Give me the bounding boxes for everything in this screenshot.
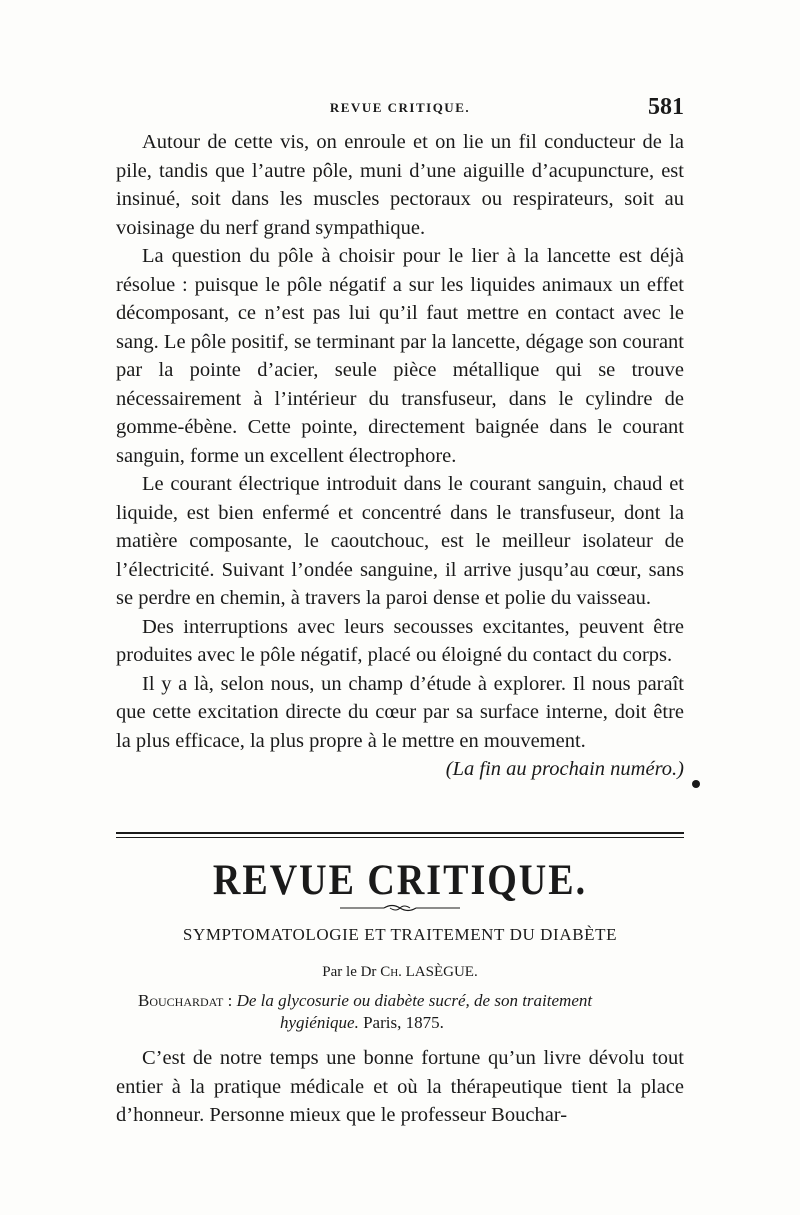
page-number: 581	[648, 94, 684, 120]
section-divider	[116, 832, 684, 838]
section-subtitle: SYMPTOMATOLOGIE ET TRAITEMENT DU DIABÈTE	[182, 925, 618, 944]
running-title: REVUE CRITIQUE.	[329, 100, 471, 115]
reference-place-year: Paris, 1875.	[363, 1013, 444, 1032]
reference-author: Bouchardat :	[138, 991, 233, 1010]
divider-thin-rule	[116, 837, 684, 838]
paragraph: Autour de cette vis, on enroule et on lie un fil conducteur de la pile, tandis que l’autre pôle, muni d’une aiguille d’acupuncture, est insinué, soit dans les muscles pectoraux ou respirateurs, soit au voisinage du nerf grand sympathique.	[116, 131, 684, 239]
paragraph: Il y a là, selon nous, un champ d’étude à explorer. Il nous paraît que cette excitation directe du cœur par sa surface interne, doit être la plus efficace, la plus propre à le mettre en mouvement.	[116, 672, 684, 752]
continuation-note: (La fin au prochain numéro.)	[445, 758, 684, 780]
author-line	[116, 964, 684, 981]
reference-line-2	[138, 1012, 686, 1034]
continued-article-text	[116, 128, 684, 784]
author-name: Ch. LASÈGUE.	[380, 964, 478, 980]
paragraph: Le courant électrique introduit dans le courant sanguin, chaud et liquide, est bien enfermé et concentré dans le transfuseur, dont la matière composante, le caoutchouc, est le meilleur isolateur de l’électricité. Suivant l’ondée sanguine, il arrive jusqu’au cœur, sans se perdre en chemin, à travers la paroi dense et polie du vaisseau.	[116, 473, 684, 609]
reference-title: De la glycosurie ou diabète sucré, de son traitement	[236, 991, 593, 1010]
author-prefix: Par le Dr	[322, 964, 377, 980]
paragraph-with-note	[116, 670, 684, 780]
paragraph: C’est de notre temps une bonne fortune qu’un livre dévolu tout entier à la pratique médicale et où la thérapeutique tient la place d’honneur. Personne mieux que le professeur Bouchar-	[116, 1047, 684, 1126]
article-text	[116, 1044, 684, 1130]
section-title: REVUE CRITIQUE.	[212, 855, 588, 905]
running-head	[116, 96, 684, 122]
paragraph: Des interruptions avec leurs secousses excitantes, peuvent être produites avec le pôle négatif, placé ou éloigné du contact du corps.	[116, 615, 684, 666]
ornament-rule	[340, 903, 460, 913]
bibliographic-reference	[138, 990, 686, 1034]
margin-dot	[692, 780, 700, 788]
divider-thick-rule	[116, 832, 684, 834]
paragraph: La question du pôle à choisir pour le lier à la lancette est déjà résolue : puisque le pôle négatif a sur les liquides animaux un effet décomposant, ce n’est pas lui qu’il faut mettre en contact avec le sang. Le pôle positif, se terminant par la lancette, dégage son courant par la pointe d’acier, seule pièce métallique qui se trouve nécessairement à l’intérieur du transfuseur, dans le cylindre de gomme-ébène. Cette pointe, directement baignée dans le courant sanguin, forme un excellent électrophore.	[116, 245, 684, 467]
reference-title-end: hygiénique.	[280, 1013, 359, 1032]
